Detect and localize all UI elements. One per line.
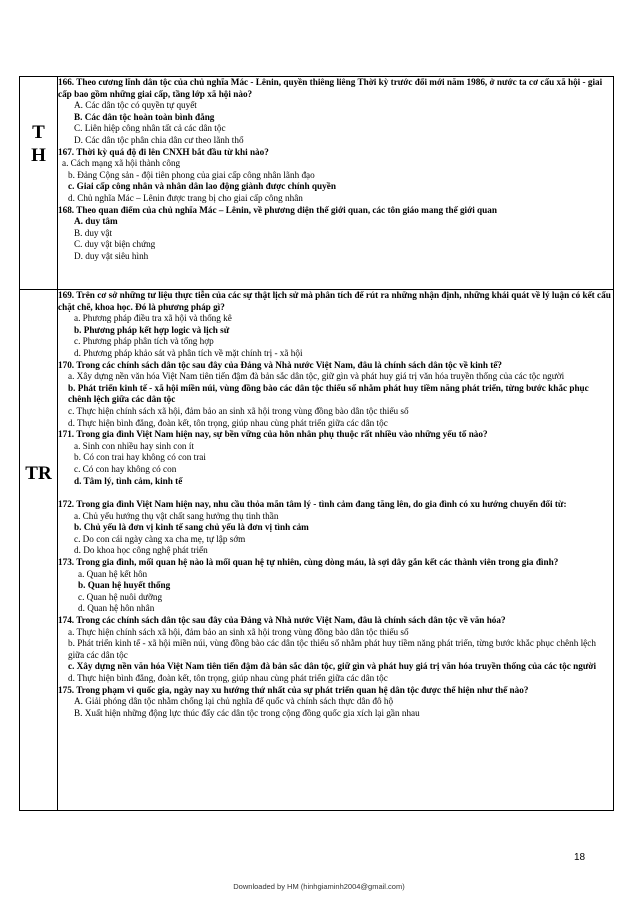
answer-option: b. Đảng Cộng sản - đội tiên phong của giai cấp công nhân lãnh đạo [68,169,315,180]
answer-option: C. duy vật biện chứng [74,239,156,250]
answer-option: a. Cách mạng xã hội thành công [62,158,181,169]
answer-option: c. Quan hệ nuôi dưỡng [78,591,163,602]
question-text: 166. Theo cương lĩnh dân tộc của chủ nghĩa Mác - Lênin, quyền thiêng liêng Thời kỳ trước đổi mới năm 1986, ở nước ta cơ cấu xã hội - giai cấp bao gồm những giai cấp, tầng lớp xã hội nào? [58,77,603,99]
answer-option: b. Có con trai hay không có con trai [74,452,206,463]
answer-option: d. Phương pháp khảo sát và phân tích về mặt chính trị - xã hội [74,347,303,358]
answer-option: a. Quan hệ kết hôn [78,568,148,579]
question-text: 175. Trong phạm vi quốc gia, ngày nay xu hướng thứ nhất của sự phát triển quan hệ dân tộc được thể hiện như thế nào? [58,684,529,695]
answer-option: d. Do khoa học công nghệ phát triển [74,545,208,556]
answer-option-correct: A. duy tâm [74,216,118,227]
question-text: 173. Trong gia đình, mối quan hệ nào là mối quan hệ tự nhiên, cùng dòng máu, là sợi dây gắn kết các thành viên trong gia đình? [58,557,559,568]
answer-option: a. Phương pháp điều tra xã hội và thống kê [74,313,232,324]
answer-option: A. Các dân tộc có quyền tự quyết [74,100,197,111]
question-text: 167. Thời kỳ quá độ đi lên CNXH bắt đầu từ khi nào? [58,146,269,157]
page-number: 18 [574,852,586,863]
section-label-tr: TR [20,290,58,811]
answer-option-correct: d. Tâm lý, tình cảm, kinh tế [74,475,183,486]
answer-option: a. Chủ yếu hướng thụ vật chất sang hưởng thụ tinh thần [74,510,279,521]
answer-option: D. Các dân tộc phân chia dân cư theo lãnh thổ [74,134,244,145]
answer-option: C. Liên hiệp công nhân tất cả các dân tộc [74,123,226,134]
answer-option: c. Có con hay không có con [74,463,177,474]
answer-option-correct: c. Xây dựng nền văn hóa Việt Nam tiên tiến đậm đà bản sắc dân tộc, giữ gìn và phát huy giá trị văn hóa truyền thống của các tộc người [68,661,597,672]
answer-option-correct: B. Các dân tộc hoàn toàn bình đẳng [74,111,215,122]
answer-option: a. Xây dựng nền văn hóa Việt Nam tiên tiến đậm đà bản sắc dân tộc, giữ gìn và phát huy giá trị văn hóa truyền thống của các tộc người [68,371,565,382]
question-text: 170. Trong các chính sách dân tộc sau đây của Đảng và Nhà nước Việt Nam, đâu là chính sách dân tộc về kinh tế? [58,359,503,370]
section-label-line-2: H [31,145,46,166]
answer-option-correct: c. Giai cấp công nhân và nhân dân lao động giành được chính quyền [68,181,336,192]
download-footer: Downloaded by HM (hinhgiaminh2004@gmail.com) [233,882,405,891]
answer-option: d. Quan hệ hôn nhân [78,603,155,614]
answer-option-correct: b. Phát triển kinh tế - xã hội miền núi, vùng đồng bào các dân tộc thiểu số nhằm phát huy tiềm năng phát triển, từng bước khắc phục chênh lệch giữa các dân tộc [68,382,589,405]
answer-option-correct: b. Phương pháp kết hợp logic và lịch sử [74,324,230,335]
answer-option: b. Phát triển kinh tế - xã hội miền núi, vùng đồng bào các dân tộc thiểu số nhằm phát huy tiềm năng phát triển, từng bước khắc phục chênh lệch giữa các dân tộc [68,638,596,660]
answer-option-correct: b. Chủ yếu là đơn vị kinh tế sang chủ yếu là đơn vị tình cảm [74,522,309,533]
answer-option: d. Thực hiện bình đẳng, đoàn kết, tôn trọng, giúp nhau cùng phát triển giữa các dân tộc [68,417,388,428]
answer-option: d. Thực hiện bình đẳng, đoàn kết, tôn trọng, giúp nhau cùng phát triển giữa các dân tộc [68,673,388,683]
answer-option: a. Sinh con nhiều hay sinh con ít [74,440,194,451]
question-text: 168. Theo quan điểm của chủ nghĩa Mác – Lênin, về phương diện thế giới quan, các tôn giáo mang thế giới quan [58,204,497,215]
question-text: 169. Trên cơ sở những tư liệu thực tiễn của các sự thật lịch sử mà phân tích để rút ra những nhận định, những khái quát về lý luận có kết cấu chặt chẽ, khoa học. Đó là phương pháp gì? [58,290,611,312]
question-text: 171. Trong gia đình Việt Nam hiện nay, sự bền vững của hôn nhân phụ thuộc rất nhiều vào những yếu tố nào? [58,429,488,440]
exam-questions-table [19,76,614,811]
section-content-tr [58,290,614,811]
answer-option: B. duy vật [74,227,113,238]
spacer [58,487,613,499]
answer-option: c. Thực hiện chính sách xã hội, đảm bảo an sinh xã hội trong vùng đồng bào dân tộc thiểu số [68,405,409,416]
answer-option: B. Xuất hiện những động lực thúc đẩy các dân tộc trong cộng đồng quốc gia xích lại gần nhau [74,707,420,718]
section-row-th [20,77,614,290]
question-text: 172. Trong gia đình Việt Nam hiện nay, nhu cầu thỏa mãn tâm lý - tình cảm đang tăng lên, do gia đình có xu hướng chuyển đổi từ: [58,499,567,510]
answer-option: c. Phương pháp phân tích và tổng hợp [74,336,214,347]
answer-option: d. Chủ nghĩa Mác – Lênin được trang bị cho giai cấp công nhân [68,192,303,203]
section-label-line-1: T [32,122,45,143]
answer-option: a. Thực hiện chính sách xã hội, đảm bảo an sinh xã hội trong vùng đồng bào dân tộc thiểu số [68,626,409,637]
question-text: 174. Trong các chính sách dân tộc sau đây của Đảng và Nhà nước Việt Nam, đâu là chính sách dân tộc về văn hóa? [58,615,506,626]
answer-option: c. Do con cái ngày càng xa cha mẹ, tự lập sớm [74,533,246,544]
section-label-th [20,77,58,290]
answer-option: A. Giải phóng dân tộc nhằm chống lại chủ nghĩa đế quốc và chính sách thực dân đô hộ [74,696,394,707]
answer-option-correct: b. Quan hệ huyết thống [78,580,171,591]
section-content-th [58,77,614,290]
section-row-tr [20,290,614,811]
answer-option: D. duy vật siêu hình [74,250,149,261]
